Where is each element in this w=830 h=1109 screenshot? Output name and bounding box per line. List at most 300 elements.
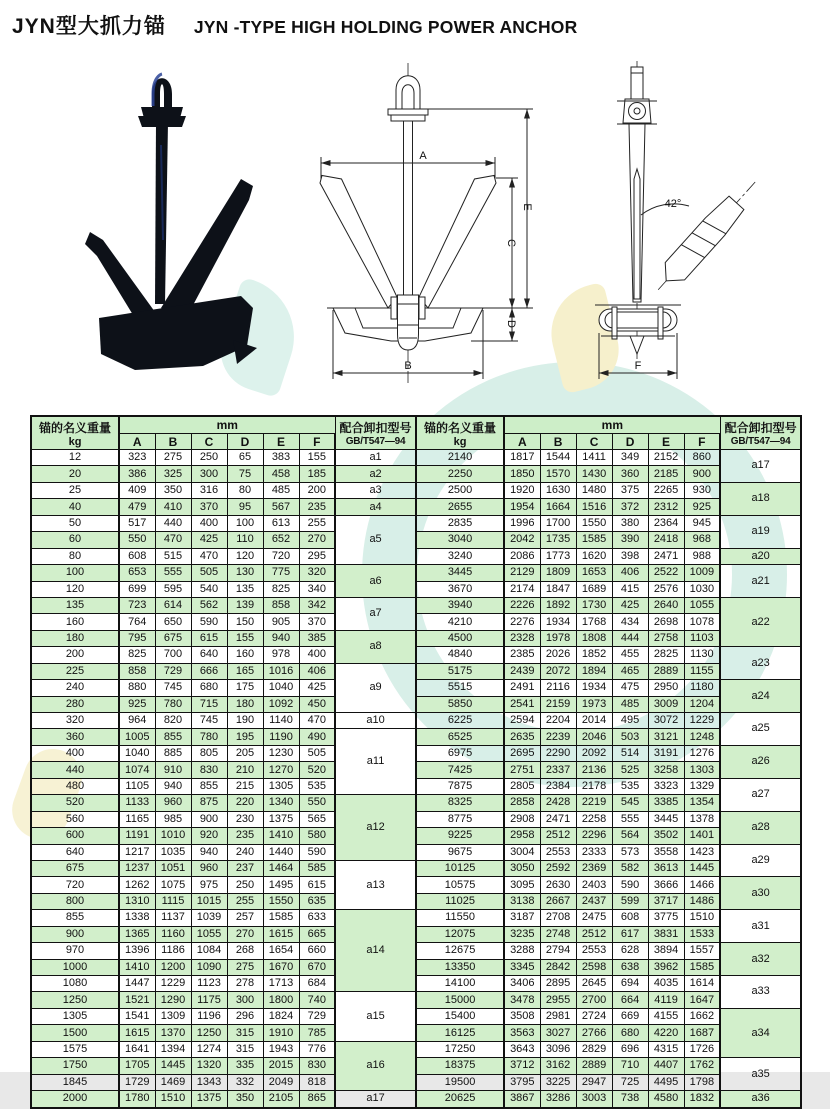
dim-cell: 875: [191, 795, 227, 811]
dim-cell: 296: [227, 1008, 263, 1024]
dim-cell: 1620: [576, 548, 612, 564]
dim-cell: 1954: [504, 499, 540, 515]
dim-cell: 470: [191, 548, 227, 564]
weight-cell: 800: [31, 893, 119, 909]
dim-cell: 150: [227, 614, 263, 630]
dim-cell: 517: [119, 515, 155, 531]
weight-cell: 400: [31, 745, 119, 761]
dim-cell: 1464: [263, 860, 299, 876]
dim-label-D: D: [505, 320, 517, 328]
dim-cell: 775: [263, 565, 299, 581]
dim-cell: 335: [227, 1058, 263, 1074]
page-title-en: JYN -TYPE HIGH HOLDING POWER ANCHOR: [193, 17, 578, 37]
dim-cell: 1996: [504, 515, 540, 531]
dim-cell: 1186: [155, 943, 191, 959]
weight-cell: 855: [31, 910, 119, 926]
shackle-cell: a30: [720, 877, 801, 910]
col-header-D: D: [612, 434, 648, 450]
shackle-cell: a31: [720, 910, 801, 943]
dim-cell: 1137: [155, 910, 191, 926]
dim-cell: 653: [119, 565, 155, 581]
weight-cell: 320: [31, 713, 119, 729]
dim-cell: 398: [612, 548, 648, 564]
dim-cell: 2491: [504, 680, 540, 696]
dim-cell: 135: [227, 581, 263, 597]
dim-cell: 1516: [576, 499, 612, 515]
dim-cell: 2475: [576, 910, 612, 926]
dim-cell: 1305: [263, 778, 299, 794]
dim-cell: 490: [299, 729, 335, 745]
shackle-cell: a33: [720, 976, 801, 1009]
weight-cell: 100: [31, 565, 119, 581]
dim-cell: 3225: [540, 1074, 576, 1090]
dim-cell: 1078: [684, 614, 720, 630]
col-header-A: A: [119, 434, 155, 450]
table-row: [31, 515, 801, 531]
weight-unit: kg: [453, 435, 467, 448]
dim-cell: 1092: [263, 696, 299, 712]
dim-cell: 1544: [540, 450, 576, 466]
weight-cell: 10125: [416, 860, 504, 876]
shackle-cell: a2: [335, 466, 416, 482]
dim-cell: 945: [684, 515, 720, 531]
dim-cell: 1010: [155, 828, 191, 844]
weight-cell: 240: [31, 680, 119, 696]
dim-cell: 1375: [191, 1091, 227, 1108]
table-row: [31, 959, 801, 975]
dim-cell: 185: [299, 466, 335, 482]
dim-cell: 1204: [684, 696, 720, 712]
dim-cell: 1084: [191, 943, 227, 959]
dim-cell: 567: [263, 499, 299, 515]
shackle-cell: a28: [720, 811, 801, 844]
shackle-cell: a12: [335, 795, 416, 861]
dim-cell: 725: [612, 1074, 648, 1090]
dim-cell: 776: [299, 1041, 335, 1057]
dim-cell: 410: [155, 499, 191, 515]
shackle-cell: a35: [720, 1058, 801, 1091]
weight-cell: 15000: [416, 992, 504, 1008]
dim-cell: 1447: [119, 976, 155, 992]
dim-cell: 2955: [540, 992, 576, 1008]
dim-cell: 1440: [263, 844, 299, 860]
dim-cell: 4119: [648, 992, 684, 1008]
dim-cell: 2889: [576, 1058, 612, 1074]
table-row: [31, 1091, 801, 1108]
table-row: [31, 778, 801, 794]
dim-cell: 1768: [576, 614, 612, 630]
dim-cell: 1290: [155, 992, 191, 1008]
dim-cell: 968: [684, 532, 720, 548]
crown-cheek-left: [391, 297, 397, 319]
shackle-cell: a3: [335, 482, 416, 498]
dim-cell: 1123: [191, 976, 227, 992]
dim-cell: 910: [155, 762, 191, 778]
dim-cell: 1365: [119, 926, 155, 942]
shackle-label: 配合卸扣型号: [339, 421, 412, 435]
dim-cell: 1920: [504, 482, 540, 498]
dim-cell: 1850: [504, 466, 540, 482]
dim-cell: 325: [155, 466, 191, 482]
dim-cell: 4580: [648, 1091, 684, 1108]
dim-cell: 1309: [155, 1008, 191, 1024]
weight-cell: 12075: [416, 926, 504, 942]
dim-cell: 855: [155, 729, 191, 745]
dim-cell: 350: [155, 482, 191, 498]
dim-cell: 1230: [263, 745, 299, 761]
weight-cell: 3040: [416, 532, 504, 548]
dim-cell: 595: [155, 581, 191, 597]
dim-cell: 1248: [684, 729, 720, 745]
dim-cell: 565: [299, 811, 335, 827]
dim-cell: 1343: [191, 1074, 227, 1090]
shackle-cell: a9: [335, 663, 416, 712]
dim-cell: 130: [227, 565, 263, 581]
shackle-cell: a10: [335, 713, 416, 729]
dim-cell: 3072: [648, 713, 684, 729]
dim-cell: 780: [155, 696, 191, 712]
table-row: [31, 795, 801, 811]
dim-cell: 3613: [648, 860, 684, 876]
dim-cell: 2384: [540, 778, 576, 794]
col-header-weight-left: [31, 416, 119, 450]
dim-cell: 2829: [576, 1041, 612, 1057]
dim-cell: 830: [191, 762, 227, 778]
dim-cell: 434: [612, 614, 648, 630]
dim-cell: 3643: [504, 1041, 540, 1057]
dim-cell: 2046: [576, 729, 612, 745]
weight-cell: 5175: [416, 663, 504, 679]
dim-cell: 858: [119, 663, 155, 679]
dim-cell: 550: [119, 532, 155, 548]
weight-cell: 20625: [416, 1091, 504, 1108]
shackle-cell: a22: [720, 597, 801, 646]
weight-cell: 2250: [416, 466, 504, 482]
table-row: [31, 647, 801, 663]
weight-cell: 480: [31, 778, 119, 794]
weight-label: 锚的名义重量: [38, 420, 111, 435]
dim-cell: 1250: [191, 1025, 227, 1041]
dim-cell: 585: [299, 860, 335, 876]
fluke-edge-on: [634, 169, 640, 299]
dim-cell: 2364: [648, 515, 684, 531]
dim-cell: 3478: [504, 992, 540, 1008]
dim-cell: 370: [191, 499, 227, 515]
dim-cell: 95: [227, 499, 263, 515]
dim-cell: 564: [612, 828, 648, 844]
dim-cell: 380: [612, 515, 648, 531]
dim-cell: 1730: [576, 597, 612, 613]
weight-cell: 640: [31, 844, 119, 860]
dim-cell: 1051: [155, 860, 191, 876]
dim-cell: 495: [612, 713, 648, 729]
dim-cell: 3712: [504, 1058, 540, 1074]
table-row: [31, 811, 801, 827]
shank-tip: [398, 295, 419, 350]
table-row: [31, 729, 801, 745]
dim-cell: 332: [227, 1074, 263, 1090]
dim-cell: 2159: [540, 696, 576, 712]
dim-cell: 590: [299, 844, 335, 860]
dim-cell: 2950: [648, 680, 684, 696]
dim-cell: 1654: [263, 943, 299, 959]
dim-cell: 1115: [155, 893, 191, 909]
dim-cell: 1934: [576, 680, 612, 696]
dim-cell: 1521: [119, 992, 155, 1008]
dim-cell: 3004: [504, 844, 540, 860]
weight-cell: 17250: [416, 1041, 504, 1057]
table-row: [31, 860, 801, 876]
dim-cell: 155: [227, 630, 263, 646]
dim-cell: 1055: [684, 597, 720, 613]
dim-cell: 270: [299, 532, 335, 548]
dim-cell: 1808: [576, 630, 612, 646]
dim-cell: 1160: [155, 926, 191, 942]
weight-cell: 80: [31, 548, 119, 564]
dim-cell: 300: [191, 466, 227, 482]
dim-cell: 2129: [504, 565, 540, 581]
col-header-A: A: [504, 434, 540, 450]
dim-cell: 1411: [576, 450, 612, 466]
dim-cell: 729: [299, 1008, 335, 1024]
dim-cell: 1190: [263, 729, 299, 745]
dim-cell: 360: [612, 466, 648, 482]
dim-cell: 699: [119, 581, 155, 597]
dim-cell: 425: [612, 597, 648, 613]
dim-cell: 75: [227, 466, 263, 482]
col-header-C: C: [191, 434, 227, 450]
weight-cell: 900: [31, 926, 119, 942]
dim-cell: 723: [119, 597, 155, 613]
dim-cell: 1817: [504, 450, 540, 466]
dim-cell: 2825: [648, 647, 684, 663]
dim-cell: 780: [191, 729, 227, 745]
dim-cell: 2541: [504, 696, 540, 712]
dim-cell: 190: [227, 713, 263, 729]
dim-cell: 960: [191, 860, 227, 876]
dim-cell: 120: [227, 548, 263, 564]
weight-cell: 7425: [416, 762, 504, 778]
dim-cell: 1394: [155, 1041, 191, 1057]
dim-cell: 960: [155, 795, 191, 811]
dim-cell: 2265: [648, 482, 684, 498]
dim-cell: 640: [191, 647, 227, 663]
dim-cell: 2437: [576, 893, 612, 909]
weight-cell: 675: [31, 860, 119, 876]
dim-cell: 1713: [263, 976, 299, 992]
dim-cell: 1630: [540, 482, 576, 498]
dim-cell: 2015: [263, 1058, 299, 1074]
dim-cell: 2947: [576, 1074, 612, 1090]
table-row: [31, 976, 801, 992]
dim-cell: 505: [191, 565, 227, 581]
dim-cell: 1762: [684, 1058, 720, 1074]
dim-cell: 3095: [504, 877, 540, 893]
col-header-F: F: [299, 434, 335, 450]
shackle-cell: a24: [720, 680, 801, 713]
dim-cell: 3666: [648, 877, 684, 893]
dim-cell: 275: [227, 959, 263, 975]
shackle-cell: a13: [335, 860, 416, 909]
dim-cell: 315: [227, 1025, 263, 1041]
weight-cell: 4840: [416, 647, 504, 663]
dim-cell: 615: [191, 630, 227, 646]
dim-cell: 340: [299, 581, 335, 597]
dim-cell: 4315: [648, 1041, 684, 1057]
weight-cell: 11550: [416, 910, 504, 926]
dim-label-F: F: [634, 360, 642, 372]
dim-cell: 1798: [684, 1074, 720, 1090]
dim-cell: 1892: [540, 597, 576, 613]
weight-cell: 5515: [416, 680, 504, 696]
dim-cell: 3795: [504, 1074, 540, 1090]
weight-cell: 4500: [416, 630, 504, 646]
shackle-cell: a20: [720, 548, 801, 564]
dim-cell: 2576: [648, 581, 684, 597]
dim-cell: 925: [119, 696, 155, 712]
spec-table: [30, 415, 802, 1109]
dim-cell: 652: [263, 532, 299, 548]
dim-cell: 920: [191, 828, 227, 844]
dim-cell: 3345: [504, 959, 540, 975]
weight-cell: 1845: [31, 1074, 119, 1090]
dim-cell: 520: [299, 762, 335, 778]
dim-cell: 1533: [684, 926, 720, 942]
dim-cell: 2333: [576, 844, 612, 860]
weight-cell: 970: [31, 943, 119, 959]
dim-cell: 440: [155, 515, 191, 531]
dim-cell: 2594: [504, 713, 540, 729]
dim-cell: 2842: [540, 959, 576, 975]
dim-cell: 1237: [119, 860, 155, 876]
dim-cell: 255: [227, 893, 263, 909]
dim-cell: 2226: [504, 597, 540, 613]
anchor-side-view-drawing: [565, 57, 760, 392]
dim-cell: 2553: [576, 943, 612, 959]
weight-cell: 9225: [416, 828, 504, 844]
weight-cell: 280: [31, 696, 119, 712]
shackle-cell: a7: [335, 597, 416, 630]
dim-cell: 485: [612, 696, 648, 712]
dim-cell: 350: [227, 1091, 263, 1108]
dim-cell: 3121: [648, 729, 684, 745]
dim-cell: 1943: [263, 1041, 299, 1057]
dim-cell: 342: [299, 597, 335, 613]
dim-cell: 880: [119, 680, 155, 696]
dim-cell: 1726: [684, 1041, 720, 1057]
dim-cell: 470: [299, 713, 335, 729]
dim-cell: 3717: [648, 893, 684, 909]
table-row: [31, 893, 801, 909]
dim-cell: 385: [299, 630, 335, 646]
dim-cell: 2014: [576, 713, 612, 729]
dim-cell: 738: [612, 1091, 648, 1108]
table-row: [31, 548, 801, 564]
dim-cell: 1133: [119, 795, 155, 811]
shackle-cell: a1: [335, 450, 416, 466]
dim-cell: 1200: [155, 959, 191, 975]
rotated-fluke-group: [648, 173, 765, 299]
dim-cell: 978: [263, 647, 299, 663]
dim-cell: 1015: [191, 893, 227, 909]
dim-cell: 320: [299, 565, 335, 581]
dim-cell: 694: [612, 976, 648, 992]
dim-cell: 1191: [119, 828, 155, 844]
dim-cell: 715: [191, 696, 227, 712]
dim-cell: 573: [612, 844, 648, 860]
dim-cell: 2635: [504, 729, 540, 745]
dim-cell: 2204: [540, 713, 576, 729]
dim-cell: 900: [191, 811, 227, 827]
dim-cell: 3894: [648, 943, 684, 959]
fluke-right-outline: [419, 176, 496, 309]
dim-cell: 1585: [576, 532, 612, 548]
dim-cell: 900: [684, 466, 720, 482]
dim-cell: 1035: [155, 844, 191, 860]
dim-cell: 515: [155, 548, 191, 564]
dim-cell: 4155: [648, 1008, 684, 1024]
fluke-left-outline: [320, 176, 397, 309]
dim-cell: 608: [119, 548, 155, 564]
spec-table-body: [31, 450, 801, 1108]
dim-cell: 764: [119, 614, 155, 630]
dim-cell: 415: [612, 581, 648, 597]
anchor-front-view-drawing: [303, 57, 543, 392]
dim-cell: 2698: [648, 614, 684, 630]
dim-cell: 425: [299, 680, 335, 696]
dim-cell: 1396: [119, 943, 155, 959]
col-header-mm-right: mm: [504, 416, 720, 434]
dim-cell: 3050: [504, 860, 540, 876]
dim-cell: 383: [263, 450, 299, 466]
dim-cell: 1585: [684, 959, 720, 975]
dim-label-E: E: [521, 203, 533, 211]
page-title-zh: JYN型大抓力锚: [12, 15, 166, 38]
weight-cell: 6525: [416, 729, 504, 745]
shackle-cell: a25: [720, 713, 801, 746]
dim-cell: 710: [612, 1058, 648, 1074]
table-row: [31, 466, 801, 482]
dim-cell: 613: [263, 515, 299, 531]
dim-cell: 615: [299, 877, 335, 893]
dim-cell: 525: [612, 762, 648, 778]
weight-cell: 180: [31, 630, 119, 646]
dim-cell: 825: [119, 647, 155, 663]
dim-cell: 1074: [119, 762, 155, 778]
dim-cell: 295: [299, 548, 335, 564]
shackle-cell: a36: [720, 1091, 801, 1108]
dim-cell: 1689: [576, 581, 612, 597]
weight-cell: 2835: [416, 515, 504, 531]
dim-cell: 825: [263, 581, 299, 597]
weight-cell: 10575: [416, 877, 504, 893]
dim-cell: 1445: [155, 1058, 191, 1074]
shackle-cell: a16: [335, 1041, 416, 1090]
dim-cell: 65: [227, 450, 263, 466]
dim-cell: 562: [191, 597, 227, 613]
weight-cell: 2140: [416, 450, 504, 466]
dim-cell: 3962: [648, 959, 684, 975]
dim-cell: 180: [227, 696, 263, 712]
dim-cell: 1647: [684, 992, 720, 1008]
dim-cell: 2042: [504, 532, 540, 548]
shackle-cell: a8: [335, 630, 416, 663]
weight-cell: 25: [31, 482, 119, 498]
crown-pin-right: [658, 307, 663, 339]
dim-cell: 1055: [191, 926, 227, 942]
dim-cell: 1978: [540, 630, 576, 646]
dim-cell: 1105: [119, 778, 155, 794]
